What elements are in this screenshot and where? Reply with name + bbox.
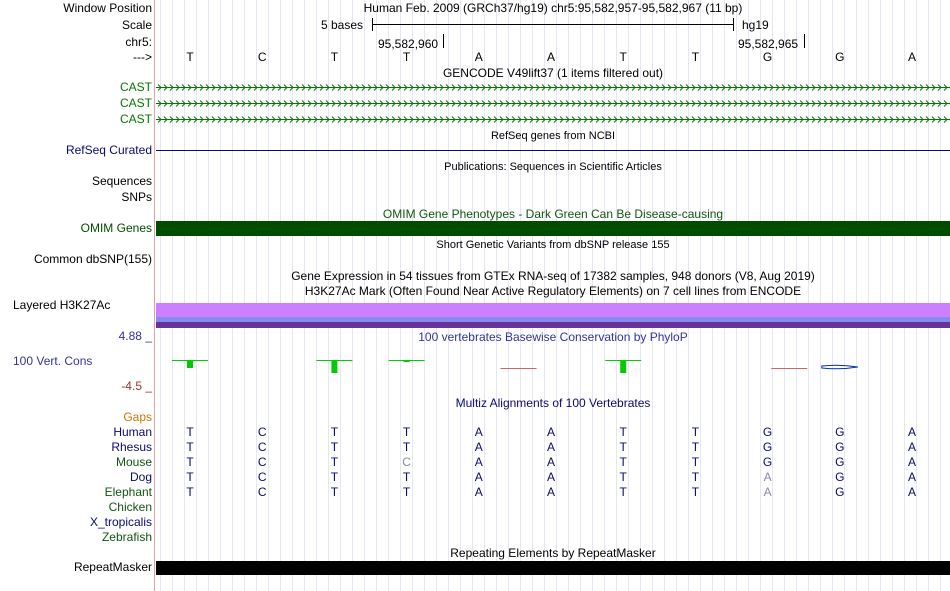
base-letter: G (762, 50, 773, 64)
scale-bar (372, 24, 733, 25)
phylop-positive-mark (404, 361, 410, 362)
scale-bases-text: 5 bases (321, 18, 364, 32)
phylop-positive-mark (187, 361, 193, 368)
track-data-area[interactable] (156, 0, 950, 591)
alignment-base-mouse: C (402, 455, 411, 469)
phylop-baseline-segment (605, 360, 641, 361)
alignment-base-mouse: G (835, 455, 845, 469)
alignment-base-rhesus: G (835, 440, 845, 454)
multiz-track-title: Multiz Alignments of 100 Vertebrates (455, 396, 651, 410)
alignment-base-dog: C (257, 470, 267, 484)
alignment-base-human: T (619, 425, 627, 439)
assembly-name: hg19 (742, 18, 769, 32)
omim-track-title: OMIM Gene Phenotypes - Dark Green Can Be Disease-causing (382, 207, 724, 221)
alignment-base-human: T (402, 425, 411, 439)
alignment-base-rhesus: A (907, 440, 916, 454)
alignment-base-rhesus: G (762, 440, 773, 454)
repeatmasker-element-bar[interactable] (156, 561, 950, 575)
label-gutter-divider (154, 0, 155, 591)
alignment-base-mouse: T (330, 455, 339, 469)
alignment-base-rhesus: A (474, 440, 483, 454)
track-label-dbsnp[interactable]: Common dbSNP(155) (33, 252, 152, 266)
base-letter: A (474, 50, 483, 64)
dbsnp-track-title: Short Genetic Variants from dbSNP release 155 (436, 239, 670, 251)
alignment-base-dog: A (546, 470, 555, 484)
alignment-base-elephant: A (907, 485, 916, 499)
species-label-mouse[interactable]: Mouse (115, 455, 152, 469)
alignment-base-mouse: A (907, 455, 916, 469)
alignment-base-dog: T (330, 470, 339, 484)
alignment-base-mouse: G (762, 455, 773, 469)
base-letter: T (186, 50, 194, 64)
track-label-gaps[interactable]: Gaps (123, 410, 152, 424)
track-label-phylop[interactable]: 100 Vert. Cons (13, 354, 93, 368)
track-label-cast-1[interactable]: CAST (119, 80, 152, 94)
omim-gene-bar[interactable] (156, 221, 950, 236)
alignment-base-human: A (546, 425, 555, 439)
alignment-base-elephant: A (546, 485, 555, 499)
alignment-base-dog: T (402, 470, 411, 484)
alignment-base-dog: A (474, 470, 483, 484)
cast-transcript-3[interactable] (156, 115, 950, 124)
track-label-cast-3[interactable]: CAST (119, 112, 152, 126)
alignment-base-rhesus: T (330, 440, 339, 454)
track-label-omim[interactable]: OMIM Genes (80, 221, 152, 235)
alignment-base-dog: A (907, 470, 916, 484)
coordinate-tick-2 (804, 34, 805, 48)
alignment-base-rhesus: T (186, 440, 194, 454)
species-label-x-tropicalis[interactable]: X_tropicalis (89, 515, 152, 529)
phylop-negative-mark (501, 368, 537, 369)
alignment-base-human: C (257, 425, 267, 439)
track-label-h3k27ac[interactable]: Layered H3K27Ac (13, 298, 111, 312)
base-letter: G (835, 50, 845, 64)
alignment-base-mouse: T (619, 455, 627, 469)
base-letter: A (546, 50, 555, 64)
h3k27ac-signal-bottom[interactable] (156, 322, 950, 328)
phylop-baseline-segment (316, 360, 352, 361)
h3k27ac-signal-top[interactable] (156, 303, 950, 317)
track-label-snps[interactable]: SNPs (121, 190, 152, 204)
alignment-base-mouse: C (257, 455, 267, 469)
alignment-base-human: T (691, 425, 700, 439)
alignment-base-rhesus: T (619, 440, 627, 454)
alignment-base-elephant: C (257, 485, 267, 499)
species-label-elephant[interactable]: Elephant (104, 485, 152, 499)
alignment-base-mouse: T (186, 455, 194, 469)
phylop-positive-mark (331, 361, 337, 373)
scale-bar-left-tick (372, 18, 373, 31)
alignment-base-human: T (330, 425, 339, 439)
alignment-base-rhesus: T (691, 440, 700, 454)
alignment-base-elephant: T (402, 485, 411, 499)
refseq-gene-line[interactable] (156, 150, 950, 151)
alignment-base-elephant: T (330, 485, 339, 499)
scale-bar-right-tick (733, 18, 734, 31)
alignment-base-elephant: G (835, 485, 845, 499)
alignment-base-elephant: A (474, 485, 483, 499)
refseq-track-title: RefSeq genes from NCBI (490, 130, 616, 142)
phylop-baseline-segment (172, 360, 208, 361)
alignment-base-elephant: T (691, 485, 700, 499)
track-label-refseq[interactable]: RefSeq Curated (65, 143, 152, 157)
strand-label: ---> (133, 50, 152, 64)
gtex-track-title: Gene Expression in 54 tissues from GTEx RNA-seq of 17382 samples, 948 donors (V8, Aug 2019) (291, 269, 815, 283)
alignment-base-mouse: T (691, 455, 700, 469)
alignment-base-elephant: T (186, 485, 194, 499)
base-letter: C (257, 50, 267, 64)
base-letter: T (402, 50, 411, 64)
alignment-base-elephant: T (619, 485, 627, 499)
species-label-chicken[interactable]: Chicken (108, 500, 152, 514)
alignment-base-dog: T (691, 470, 700, 484)
alignment-base-rhesus: C (257, 440, 267, 454)
alignment-base-dog: T (186, 470, 194, 484)
track-label-cast-2[interactable]: CAST (119, 96, 152, 110)
phylop-baseline-segment (389, 360, 425, 361)
phylop-positive-mark (620, 361, 626, 373)
chromosome-label: chr5: (125, 35, 152, 49)
phylop-negative-mark (771, 368, 807, 369)
coordinate-label-1: 95,582,960 (378, 37, 439, 51)
phylop-conservation-plot[interactable] (156, 340, 950, 390)
species-label-dog[interactable]: Dog (129, 470, 152, 484)
base-letter: T (691, 50, 700, 64)
alignment-base-human: A (907, 425, 916, 439)
alignment-base-dog: T (619, 470, 627, 484)
phylop-min-label: -4.5 _ (121, 379, 152, 393)
alignment-base-elephant: A (763, 485, 772, 499)
alignment-base-human: G (835, 425, 845, 439)
alignment-base-mouse: A (546, 455, 555, 469)
cast-transcript-1[interactable] (156, 83, 950, 92)
base-letter: A (907, 50, 916, 64)
alignment-base-mouse: A (474, 455, 483, 469)
h3k27ac-track-title: H3K27Ac Mark (Often Found Near Active Regulatory Elements) on 7 cell lines from ENCODE (304, 284, 802, 298)
window-position-label: Window Position (63, 1, 152, 15)
cast-transcript-2[interactable] (156, 99, 950, 108)
alignment-base-human: T (186, 425, 194, 439)
species-label-zebrafish[interactable]: Zebrafish (101, 530, 152, 544)
track-label-repeatmasker[interactable]: RepeatMasker (73, 560, 152, 574)
track-label-column (0, 0, 155, 591)
alignment-base-human: A (474, 425, 483, 439)
repeatmasker-track-title: Repeating Elements by RepeatMasker (450, 546, 656, 560)
species-label-rhesus[interactable]: Rhesus (111, 440, 152, 454)
track-label-sequences[interactable]: Sequences (91, 174, 152, 188)
base-letter: T (619, 50, 627, 64)
alignment-base-dog: A (763, 470, 772, 484)
alignment-base-human: G (762, 425, 773, 439)
coordinate-label-2: 95,582,965 (738, 37, 799, 51)
window-position-text: Human Feb. 2009 (GRCh37/hg19) chr5:95,582,957-95,582,967 (11 bp) (363, 1, 743, 15)
gencode-track-title: GENCODE V49lift37 (1 items filtered out) (442, 66, 664, 80)
coordinate-tick-1 (443, 34, 444, 48)
scale-label: Scale (121, 18, 152, 32)
publications-track-title: Publications: Sequences in Scientific Articles (444, 161, 662, 173)
alignment-base-dog: G (835, 470, 845, 484)
phylop-max-label: 4.88 _ (118, 329, 152, 343)
alignment-base-rhesus: A (546, 440, 555, 454)
phylop-blue-mark (822, 365, 858, 369)
alignment-base-rhesus: T (402, 440, 411, 454)
species-label-human[interactable]: Human (113, 425, 152, 439)
phylop-track-title: 100 vertebrates Basewise Conservation by PhyloP (418, 330, 688, 344)
base-letter: T (330, 50, 339, 64)
